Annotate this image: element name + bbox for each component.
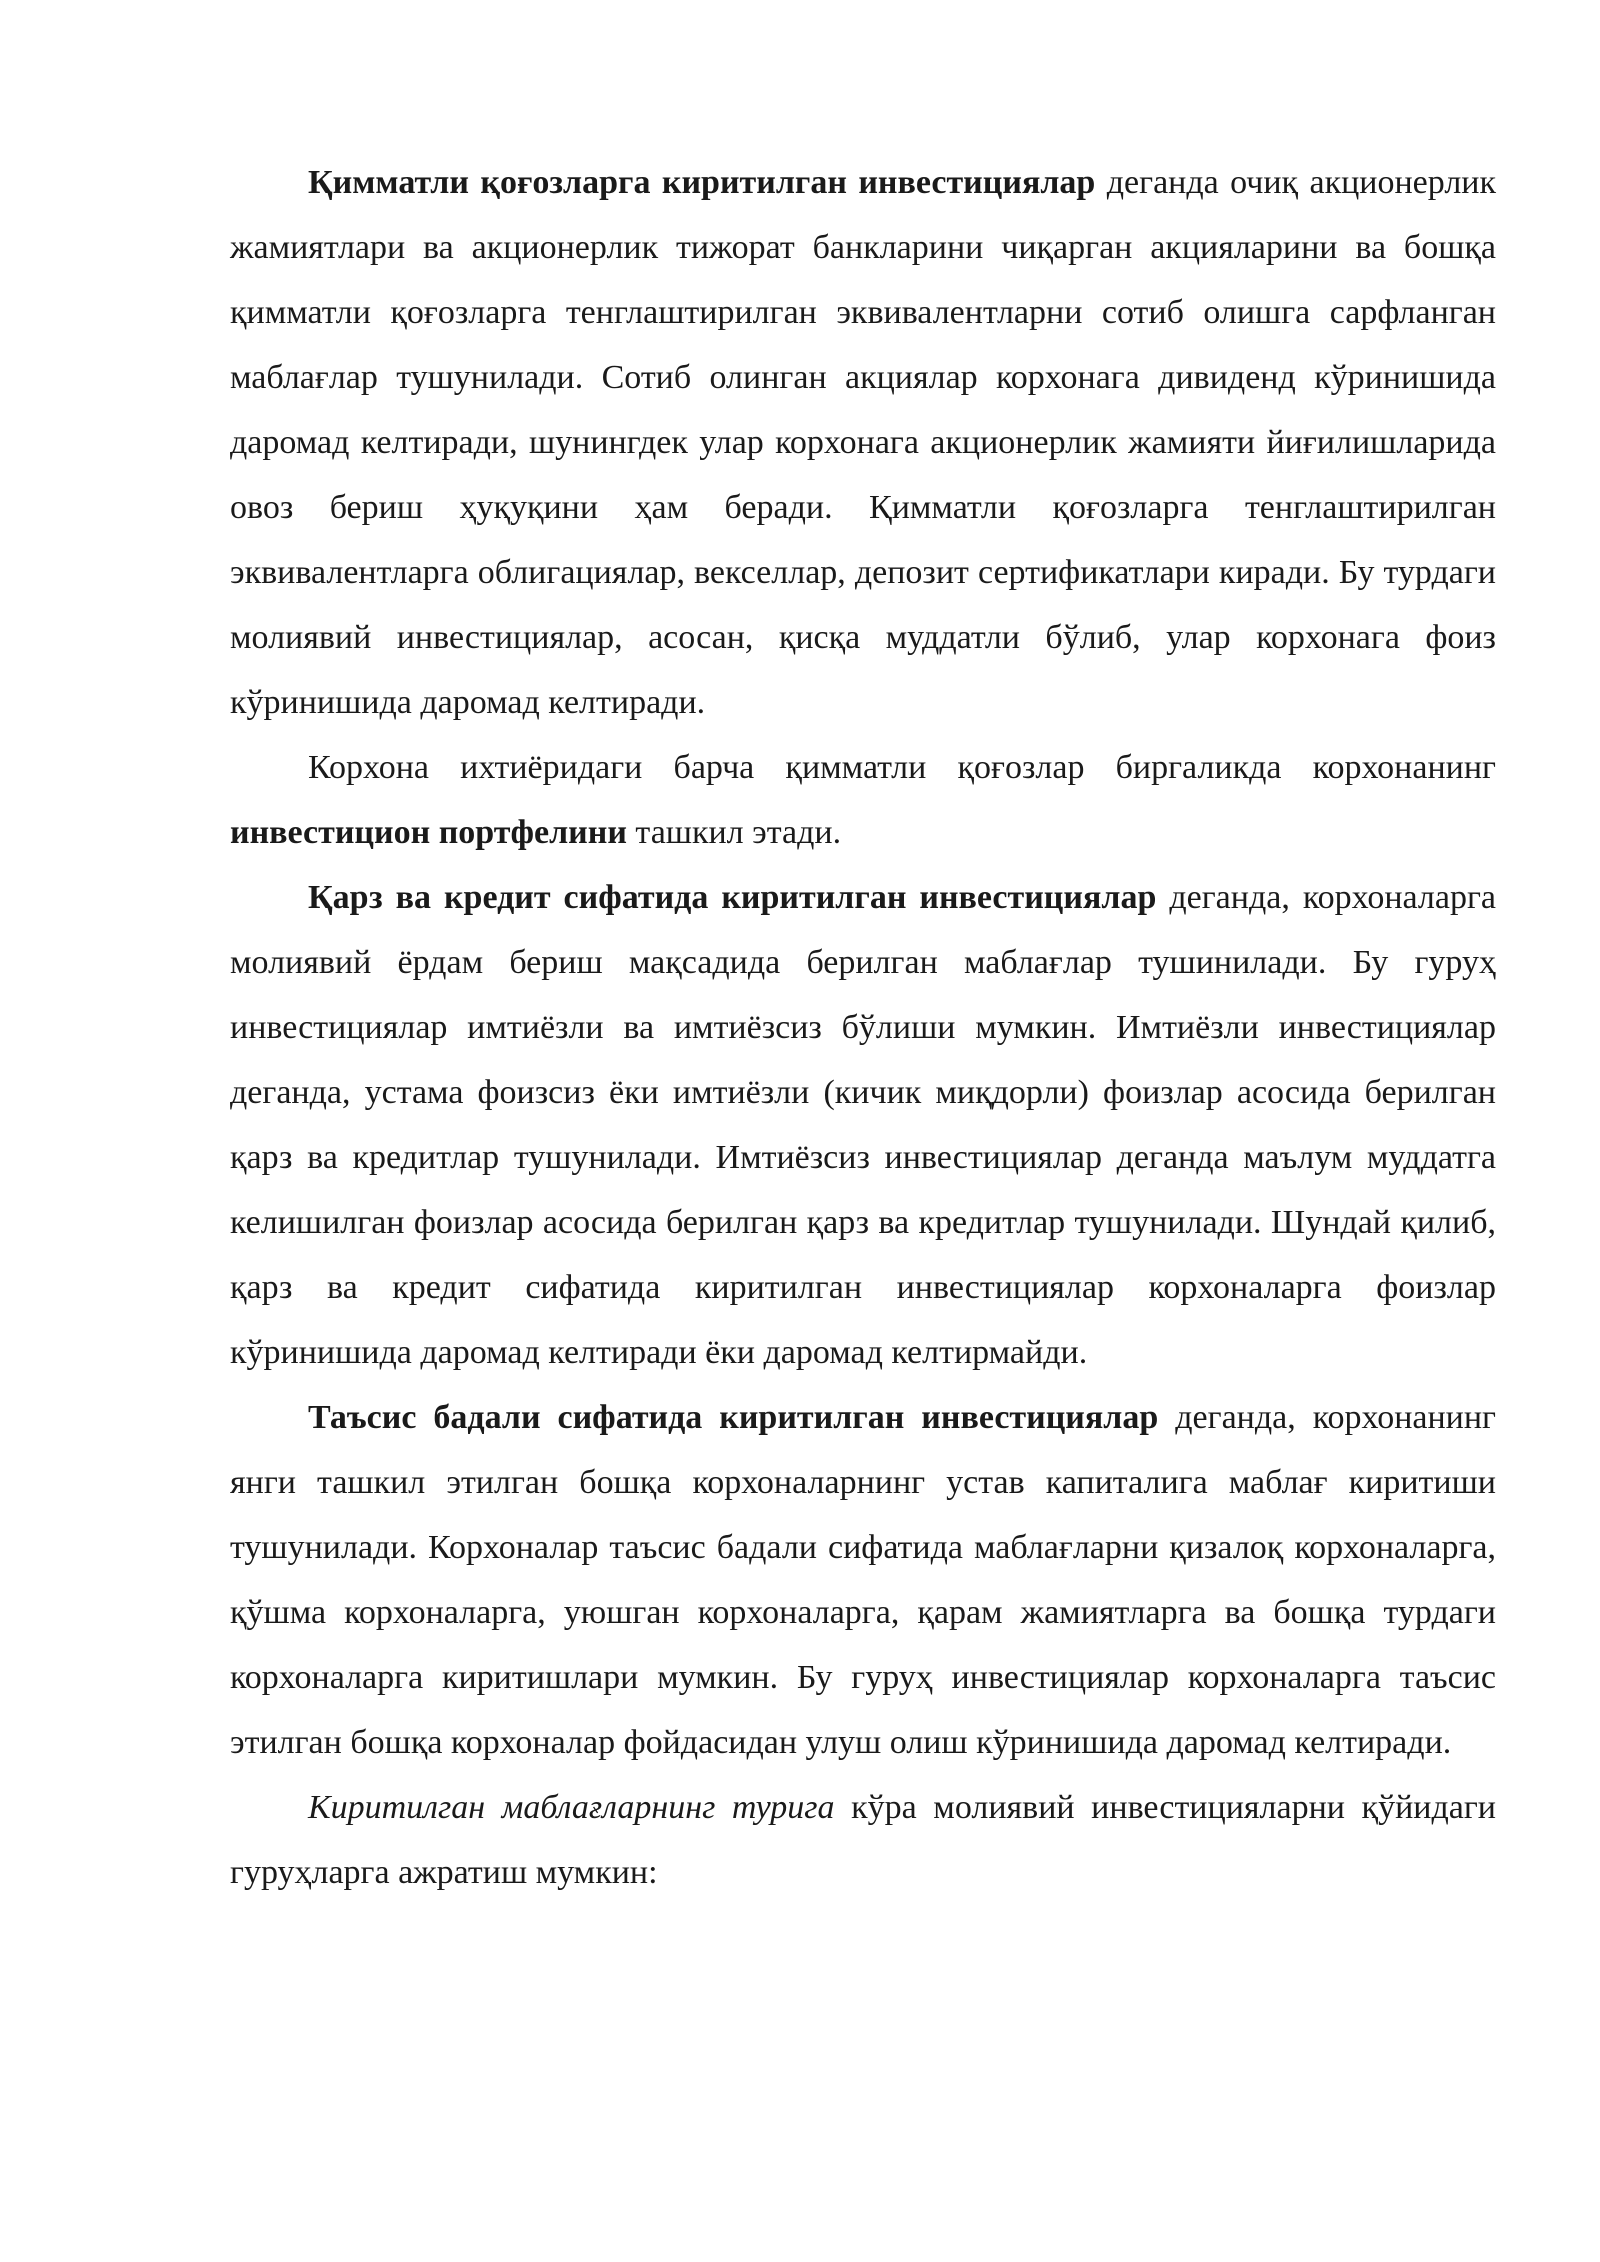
term-investment-portfolio: инвестицион портфелини <box>230 814 627 851</box>
paragraph-text: ташкил этади. <box>626 814 842 851</box>
paragraph-text: деганда очиқ акционерлик жамиятлари ва акционерлик тижорат банкларини чиқарган акцияларини ва бошқа қимматли қоғозларга тенглаштирилган эквивалентларни сотиб олишга сарфланган маблағлар тушунилади. Сотиб олинган акциялар корхонага дивиденд кўринишида даромад келтиради, шунингдек улар корхонага акционерлик жамияти йиғилишларида овоз бериш ҳуқуқини ҳам беради. Қимматли қоғозларга тенглаштирилган эквивалентларга облигациялар, векселлар, депозит сертификатлари киради. Бу турдаги молиявий инвестициялар, асосан, қисқа муддатли бўлиб, улар корхонага фоиз кўринишида даромад келтиради. <box>230 164 1496 721</box>
term-loan-credit-investments: Қарз ва кредит сифатида киритилган инвестициялар <box>308 879 1157 916</box>
paragraph-founding-contribution-investments <box>230 1385 1496 1775</box>
paragraph-loan-credit-investments <box>230 865 1496 1385</box>
paragraph-text: кўра молиявий инвестицияларни қўйидаги гуруҳларга ажратиш мумкин: <box>230 1789 1496 1891</box>
term-founding-contribution-investments: Таъсис бадали сифатида киритилган инвестициялар <box>308 1399 1159 1436</box>
paragraph-securities-investments <box>230 150 1496 735</box>
document-page <box>230 150 1496 1905</box>
term-investment-types: Киритилган маблағларнинг турига <box>308 1789 835 1826</box>
paragraph-investment-types <box>230 1775 1496 1905</box>
paragraph-investment-portfolio <box>230 735 1496 865</box>
paragraph-text: Корхона ихтиёридаги барча қимматли қоғозлар биргаликда корхонанинг <box>308 749 1496 786</box>
term-securities-investments: Қимматли қоғозларга киритилган инвестициялар <box>308 164 1096 201</box>
paragraph-text: деганда, корхонанинг янги ташкил этилган бошқа корхоналарнинг устав капиталига маблағ киритиши тушунилади. Корхоналар таъсис бадали сифатида маблағларни қизалоқ корхоналарга, қўшма корхоналарга, уюшган корхоналарга, қарам жамиятларга ва бошқа турдаги корхоналарга киритишлари мумкин. Бу гуруҳ инвестициялар корхоналарга таъсис этилган бошқа корхоналар фойдасидан улуш олиш кўринишида даромад келтиради. <box>230 1399 1497 1761</box>
paragraph-text: деганда, корхоналарга молиявий ёрдам бериш мақсадида берилган маблағлар тушинилади. Бу гуруҳ инвестициялар имтиёзли ва имтиёзсиз бўлиши мумкин. Имтиёзли инвестициялар деганда, устама фоизсиз ёки имтиёзли (кичик миқдорли) фоизлар асосида берилган қарз ва кредитлар тушунилади. Имтиёзсиз инвестициялар деганда маълум муддатга келишилган фоизлар асосида берилган қарз ва кредитлар тушунилади. Шундай қилиб, қарз ва кредит сифатида киритилган инвестициялар корхоналарга фоизлар кўринишида даромад келтиради ёки даромад келтирмайди. <box>230 879 1497 1371</box>
